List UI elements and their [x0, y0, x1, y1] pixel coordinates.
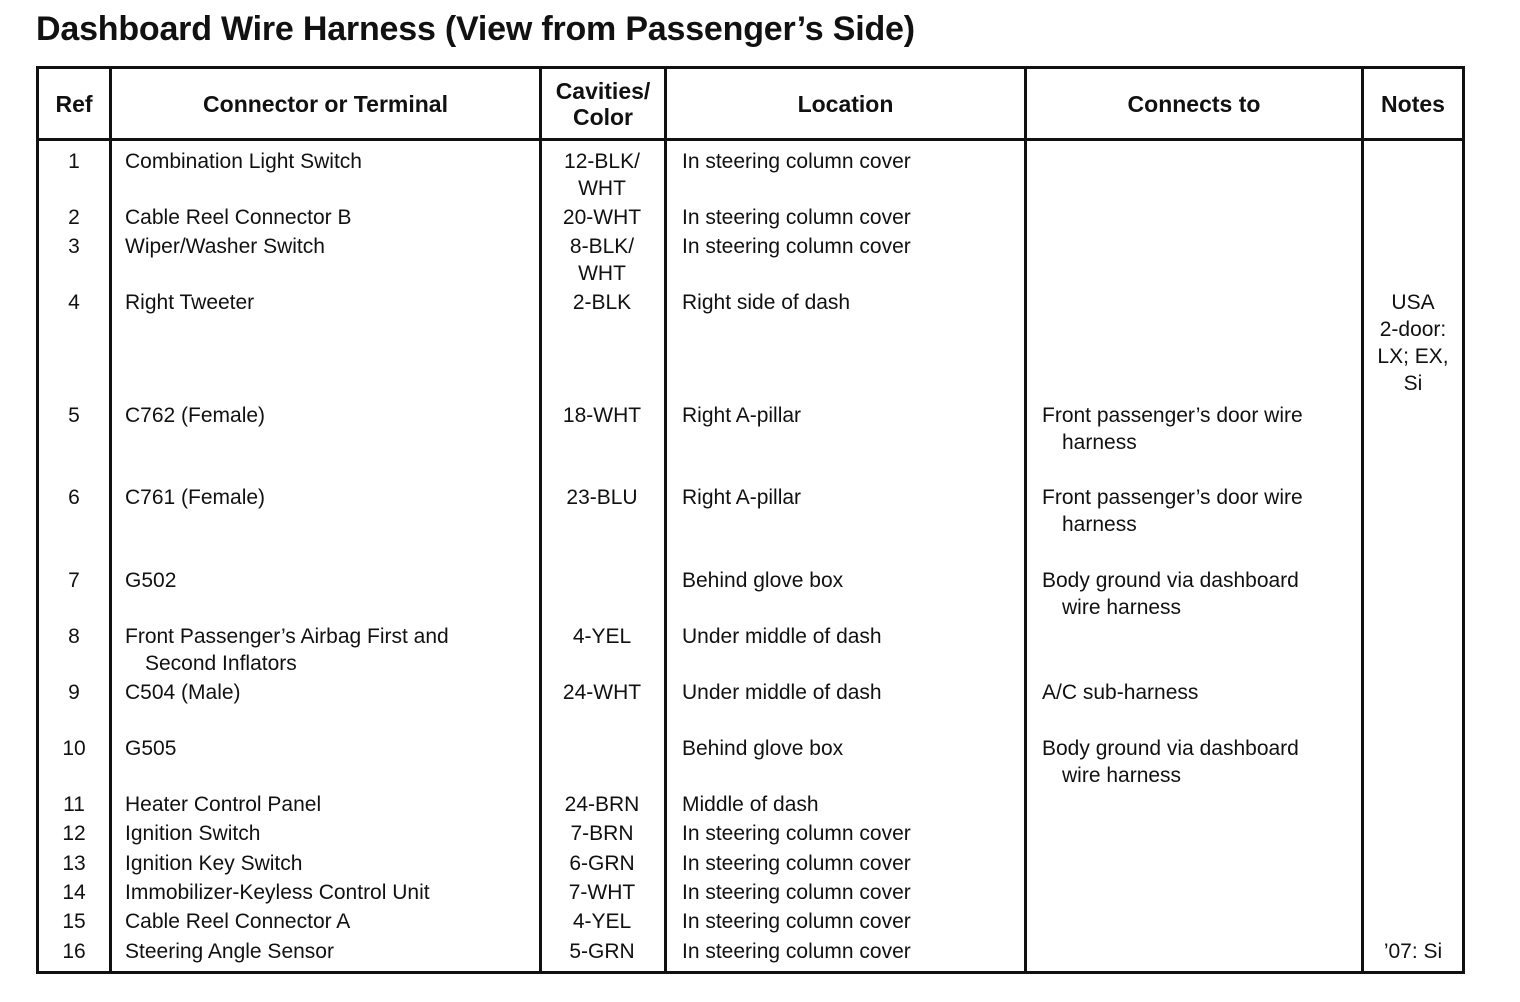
column-divider [664, 69, 667, 971]
header-divider [39, 138, 1462, 141]
connector-cell-line: Heater Control Panel [125, 793, 322, 816]
ref-cell: 1 [68, 150, 80, 173]
connector-cell-line: Right Tweeter [125, 291, 255, 314]
location-cell: In steering column cover [682, 150, 911, 173]
header-ref: Ref [55, 90, 93, 117]
cavities-cell [542, 484, 662, 511]
notes-cell [1364, 938, 1462, 965]
cavities-cell-line: 4-YEL [572, 910, 632, 933]
connects-to-cell [1042, 567, 1362, 621]
connector-cell [125, 204, 545, 231]
cavities-cell-line: 8-BLK/ [569, 235, 635, 258]
notes-cell-line: LX; EX, [1377, 345, 1449, 368]
cavities-cell-line: WHT [578, 262, 626, 285]
ref-cell: 2 [68, 206, 80, 229]
connector-cell [125, 402, 545, 429]
connects-to-cell [1042, 679, 1362, 706]
column-divider [1024, 69, 1027, 971]
connects-to-cell-line: A/C sub-harness [1042, 681, 1199, 704]
cavities-cell-line: 24-WHT [562, 681, 642, 704]
ref-cell: 7 [68, 569, 80, 592]
cavities-cell-line: 4-YEL [572, 625, 632, 648]
header-cavities [542, 69, 664, 138]
harness-table [36, 66, 1465, 974]
location-cell: Right A-pillar [682, 404, 802, 427]
cavities-cell [542, 679, 662, 706]
ref-cell: 6 [68, 486, 80, 509]
cavities-cell-line: 7-BRN [570, 822, 634, 845]
ref-cell: 12 [62, 822, 86, 845]
ref-cell: 16 [62, 940, 86, 963]
ref-cell: 14 [62, 881, 86, 904]
connector-cell [125, 879, 545, 906]
cavities-cell [542, 850, 662, 877]
header-cavities-line: Color [572, 103, 634, 130]
location-cell: In steering column cover [682, 206, 911, 229]
cavities-cell-line: 7-WHT [568, 881, 636, 904]
connector-cell-line: C504 (Male) [125, 681, 241, 704]
ref-cell: 13 [62, 852, 86, 875]
ref-cell: 11 [63, 793, 85, 816]
connector-cell-line: Immobilizer-Keyless Control Unit [125, 881, 430, 904]
connector-cell [125, 735, 545, 762]
connector-cell-line: Cable Reel Connector B [125, 206, 352, 229]
header-notes: Notes [1381, 90, 1445, 117]
page-title: Dashboard Wire Harness (View from Passenger’s Side) [36, 10, 915, 48]
cavities-cell [542, 820, 662, 847]
connector-cell [125, 148, 545, 175]
location-cell: Middle of dash [682, 793, 819, 816]
connector-cell [125, 567, 545, 594]
cavities-cell-line: 6-GRN [569, 852, 635, 875]
header-location: Location [797, 90, 894, 117]
cavities-cell [542, 938, 662, 965]
cavities-cell [542, 148, 662, 202]
location-cell: Under middle of dash [682, 625, 882, 648]
ref-cell: 5 [68, 404, 80, 427]
connector-cell [125, 938, 545, 965]
connects-to-cell-line: harness [1062, 513, 1137, 536]
cavities-cell-line: 24-BRN [564, 793, 640, 816]
ref-cell: 8 [68, 625, 80, 648]
connector-cell [125, 623, 545, 677]
cavities-cell-line: 20-WHT [562, 206, 642, 229]
location-cell: Right A-pillar [682, 486, 802, 509]
connector-cell-line: Ignition Key Switch [125, 852, 303, 875]
connects-to-cell-line: Body ground via dashboard [1042, 569, 1299, 592]
location-cell: In steering column cover [682, 881, 911, 904]
connector-cell [125, 233, 545, 260]
notes-cell-line: ’07: Si [1383, 940, 1443, 963]
location-cell: In steering column cover [682, 940, 911, 963]
connector-cell [125, 484, 545, 511]
connector-cell [125, 820, 545, 847]
cavities-cell [542, 908, 662, 935]
connects-to-cell [1042, 402, 1362, 456]
connector-cell [125, 679, 545, 706]
ref-cell: 10 [62, 737, 86, 760]
connector-cell-line: G505 [125, 737, 177, 760]
connector-cell-line: Front Passenger’s Airbag First and [125, 625, 449, 648]
notes-cell [1364, 289, 1462, 397]
cavities-cell [542, 233, 662, 287]
connects-to-cell [1042, 484, 1362, 538]
notes-cell-line: Si [1403, 372, 1423, 395]
location-cell: Behind glove box [682, 737, 844, 760]
cavities-cell [542, 623, 662, 650]
connector-cell-line: Wiper/Washer Switch [125, 235, 325, 258]
column-divider [109, 69, 112, 971]
connects-to-cell-line: Body ground via dashboard [1042, 737, 1299, 760]
connector-cell-line: G502 [125, 569, 177, 592]
ref-cell: 15 [62, 910, 86, 933]
connects-to-cell-line: wire harness [1062, 764, 1182, 787]
connector-cell-line: Combination Light Switch [125, 150, 362, 173]
location-cell: Behind glove box [682, 569, 844, 592]
cavities-cell-line: 2-BLK [572, 291, 632, 314]
cavities-cell-line: 18-WHT [562, 404, 642, 427]
header-cavities-line: Cavities/ [555, 77, 651, 104]
connector-cell-line: Cable Reel Connector A [125, 910, 351, 933]
connector-cell [125, 850, 545, 877]
connects-to-cell-line: wire harness [1062, 596, 1182, 619]
cavities-cell [542, 204, 662, 231]
location-cell: Under middle of dash [682, 681, 882, 704]
cavities-cell-line: 23-BLU [566, 486, 638, 509]
cavities-cell-line: WHT [578, 177, 626, 200]
location-cell: Right side of dash [682, 291, 851, 314]
cavities-cell-line: 12-BLK/ [564, 150, 640, 173]
connects-to-cell-line: Front passenger’s door wire [1042, 486, 1303, 509]
location-cell: In steering column cover [682, 235, 911, 258]
connector-cell [125, 791, 545, 818]
connector-cell-line: C762 (Female) [125, 404, 266, 427]
notes-cell-line: USA [1391, 291, 1435, 314]
location-cell: In steering column cover [682, 910, 911, 933]
connects-to-cell-line: harness [1062, 431, 1137, 454]
cavities-cell-line: 5-GRN [569, 940, 635, 963]
ref-cell: 4 [68, 291, 80, 314]
header-connects-to: Connects to [1127, 90, 1261, 117]
connector-cell-line: Ignition Switch [125, 822, 261, 845]
connects-to-cell [1042, 735, 1362, 789]
cavities-cell [542, 791, 662, 818]
header-connector: Connector or Terminal [203, 90, 448, 117]
ref-cell: 9 [68, 681, 80, 704]
connects-to-cell-line: Front passenger’s door wire [1042, 404, 1303, 427]
cavities-cell [542, 879, 662, 906]
notes-cell-line: 2-door: [1379, 318, 1447, 341]
cavities-cell [542, 402, 662, 429]
ref-cell: 3 [68, 235, 80, 258]
connector-cell-line: Second Inflators [145, 652, 297, 675]
connector-cell [125, 908, 545, 935]
cavities-cell [542, 289, 662, 316]
location-cell: In steering column cover [682, 852, 911, 875]
connector-cell [125, 289, 545, 316]
connector-cell-line: Steering Angle Sensor [125, 940, 334, 963]
connector-cell-line: C761 (Female) [125, 486, 266, 509]
location-cell: In steering column cover [682, 822, 911, 845]
